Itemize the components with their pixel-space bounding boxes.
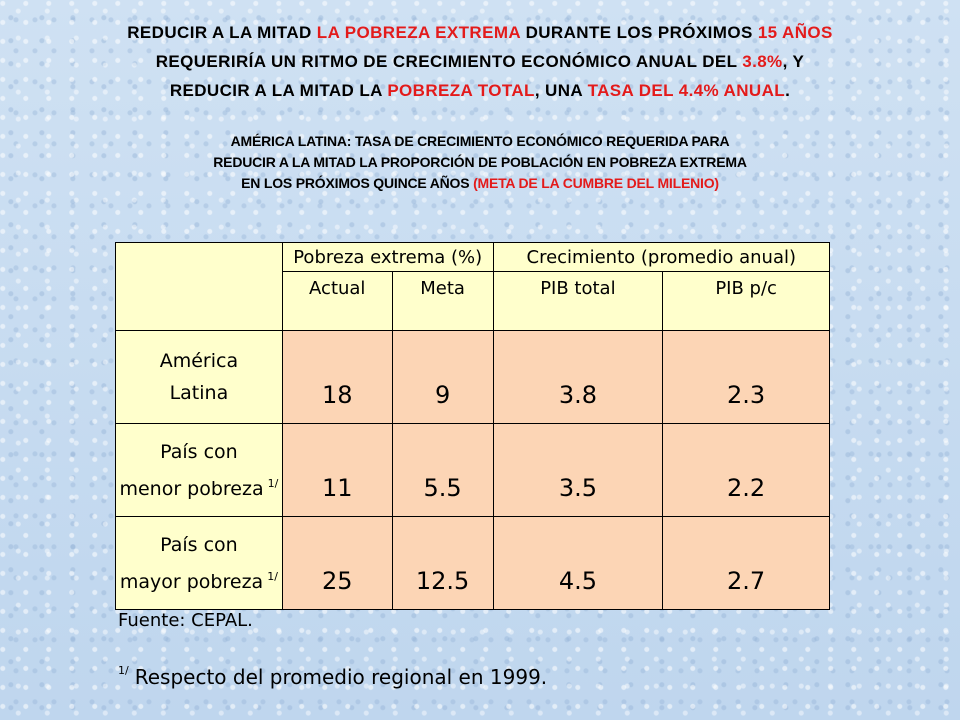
table-row <box>116 331 830 424</box>
table-title-line: EN LOS PRÓXIMOS QUINCE AÑOS <box>241 175 474 191</box>
group-header-poverty: Pobreza extrema (%) <box>282 243 493 272</box>
table-cell: 5.5 <box>392 424 493 517</box>
headline-highlight: LA POBREZA EXTREMA <box>316 23 521 42</box>
table-title-highlight: (META DE LA CUMBRE DEL MILENIO) <box>473 175 719 191</box>
row-label: América Latina <box>116 331 283 424</box>
table-cell: 9 <box>392 331 493 424</box>
headline-text: , UNA <box>534 81 588 100</box>
column-header: PIB p/c <box>663 272 830 331</box>
table-title <box>60 131 900 194</box>
source-note: Fuente: CEPAL. <box>118 610 253 631</box>
group-header-growth: Crecimiento (promedio anual) <box>493 243 829 272</box>
headline-highlight: 15 AÑOS <box>757 23 833 42</box>
headline-text: . <box>785 81 791 100</box>
footnote-ref: 1/ <box>267 476 279 490</box>
footnote <box>118 664 547 689</box>
table-cell: 11 <box>282 424 392 517</box>
table-corner-cell <box>116 243 283 331</box>
table-cell: 2.2 <box>663 424 830 517</box>
headline-text: REQUERIRÍA UN RITMO DE CRECIMIENTO ECONÓMICO ANUAL DEL <box>155 52 743 71</box>
headline-text: , Y <box>782 52 805 71</box>
table-row <box>116 424 830 517</box>
headline-text: REDUCIR A LA MITAD <box>127 23 317 42</box>
row-label: País con mayor pobreza $^{1/}$ <box>116 517 283 610</box>
column-header: Meta <box>392 272 493 331</box>
headline <box>40 18 920 105</box>
table-cell: 18 <box>282 331 392 424</box>
table-cell: 12.5 <box>392 517 493 610</box>
table-header-row <box>116 243 830 272</box>
table-cell: 3.5 <box>493 424 663 517</box>
table-title-line: REDUCIR A LA MITAD LA PROPORCIÓN DE POBLACIÓN EN POBREZA EXTREMA <box>213 154 747 170</box>
footnote-text: Respecto del promedio regional en 1999. <box>134 665 548 689</box>
table-cell: 4.5 <box>493 517 663 610</box>
table-cell: 2.3 <box>663 331 830 424</box>
headline-text: REDUCIR A LA MITAD LA <box>169 81 388 100</box>
headline-highlight: POBREZA TOTAL <box>387 81 535 100</box>
column-header: PIB total <box>493 272 663 331</box>
table-cell: 3.8 <box>493 331 663 424</box>
footnote-mark: 1/ <box>118 664 129 677</box>
headline-highlight: TASA DEL 4.4% ANUAL <box>587 81 786 100</box>
column-header: Actual <box>282 272 392 331</box>
headline-highlight: 3.8% <box>742 52 783 71</box>
table-row <box>116 517 830 610</box>
table-title-line: AMÉRICA LATINA: TASA DE CRECIMIENTO ECONÓMICO REQUERIDA PARA <box>230 133 730 149</box>
growth-table <box>115 242 830 610</box>
row-label: País con menor pobreza $^{1/}$ <box>116 424 283 517</box>
table-cell: 2.7 <box>663 517 830 610</box>
headline-text: DURANTE LOS PRÓXIMOS <box>520 23 758 42</box>
footnote-ref: 1/ <box>267 569 278 583</box>
table-cell: 25 <box>282 517 392 610</box>
